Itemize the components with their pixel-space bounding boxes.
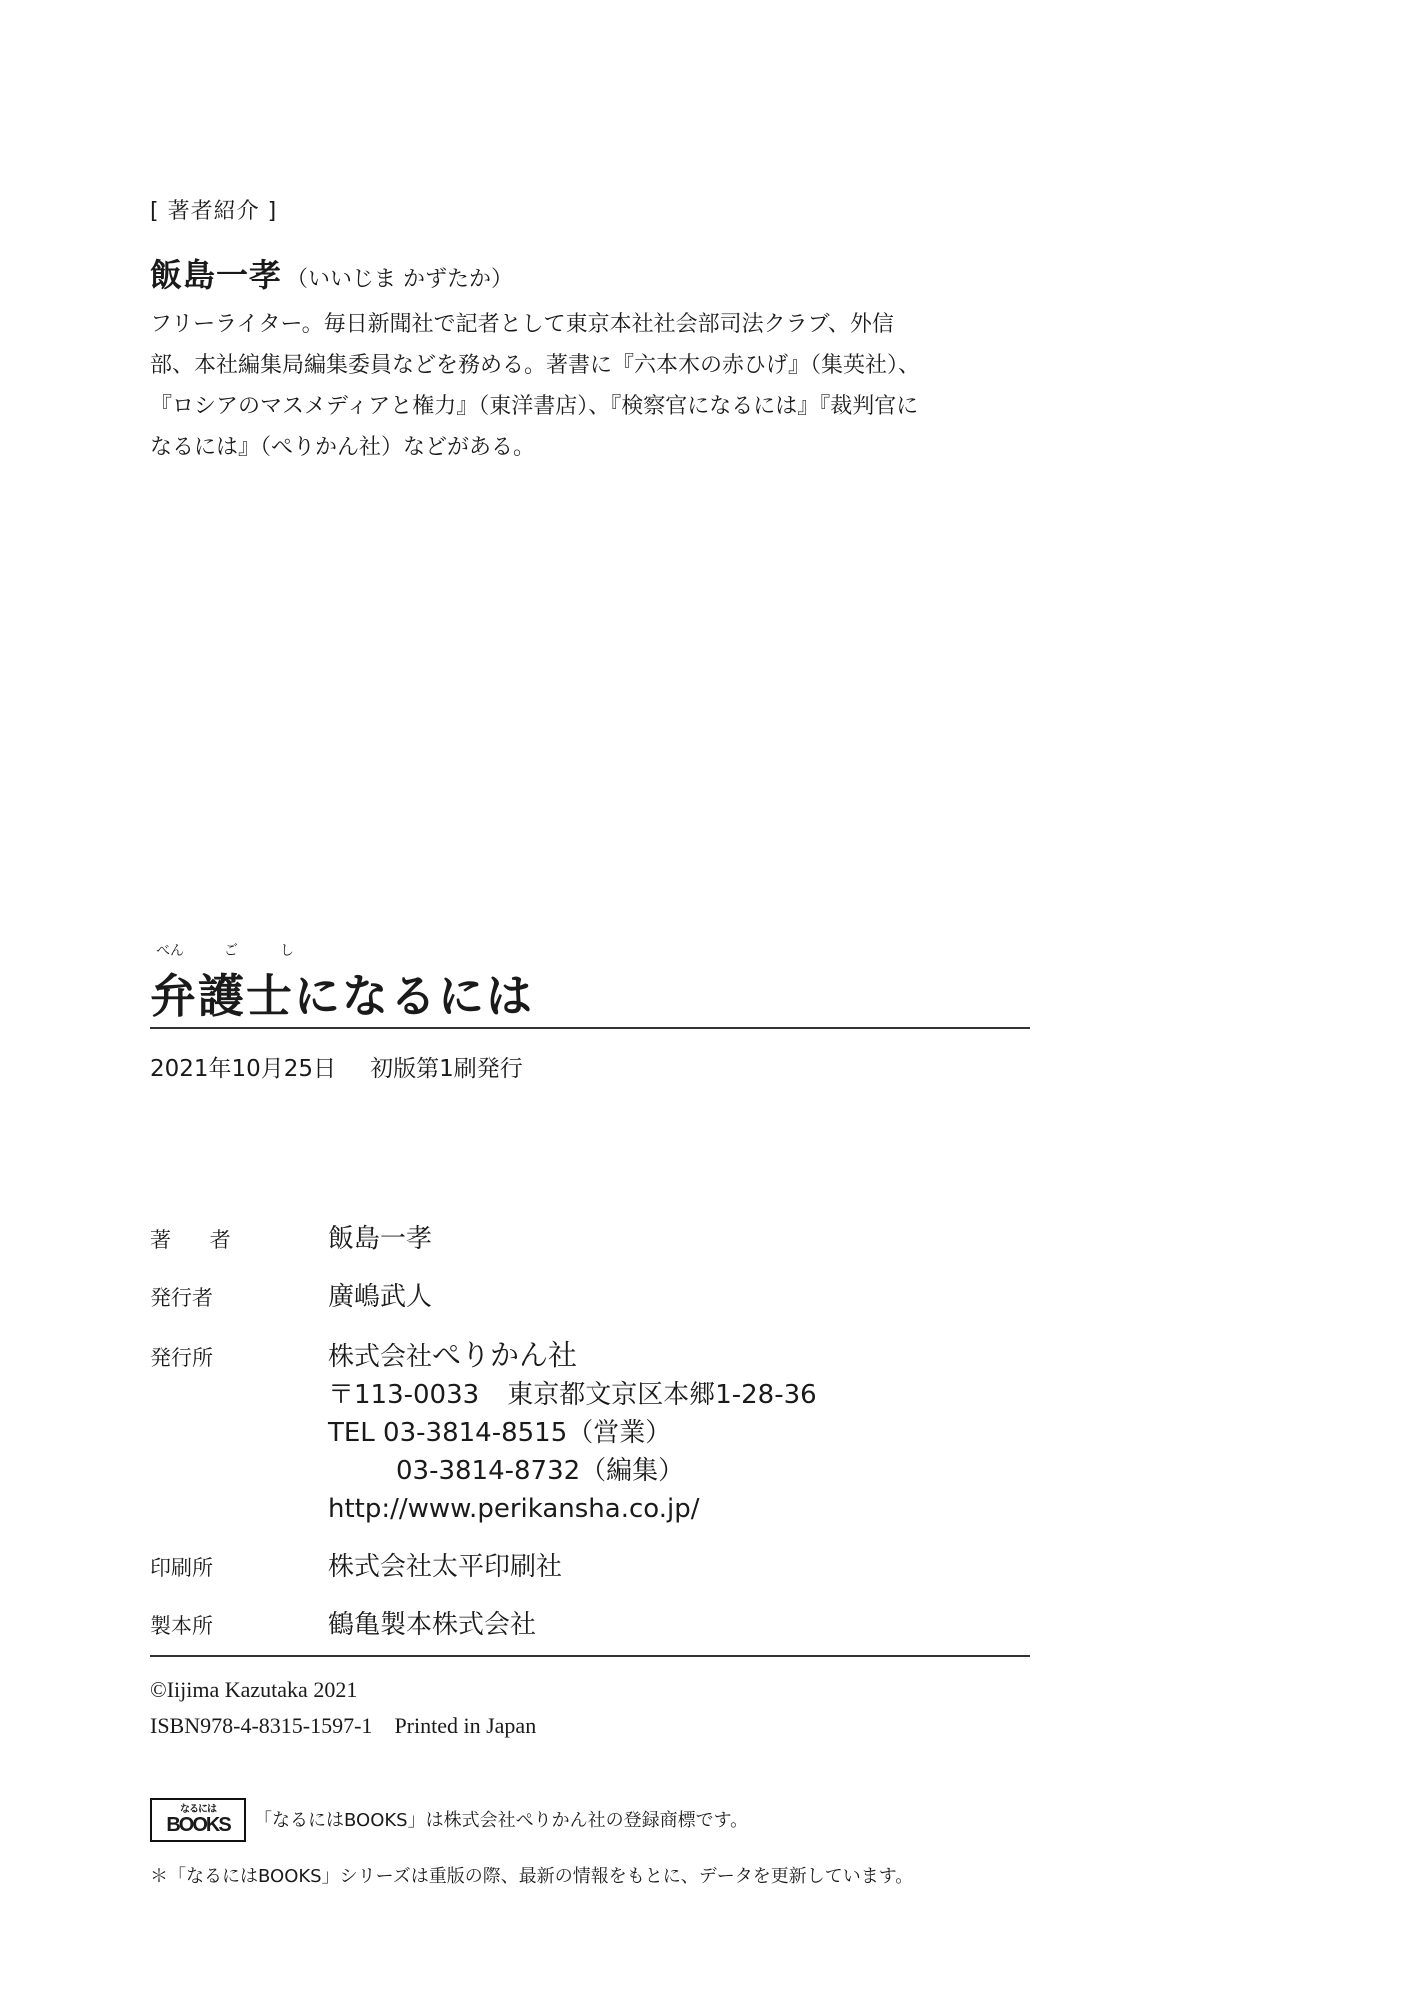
isbn: ISBN978-4-8315-1597-1 bbox=[150, 1713, 373, 1738]
bio-line: 『ロシアのマスメディアと権力』（東洋書店）、『検察官になるには』『裁判官に bbox=[150, 394, 919, 419]
book-title: 弁護士になるには bbox=[150, 969, 534, 1023]
website-link[interactable]: http://www.perikansha.co.jp/ bbox=[328, 1494, 700, 1524]
publication-date bbox=[150, 1050, 523, 1083]
binder-label: 製本所 bbox=[150, 1614, 213, 1638]
update-note: ＊「なるにはBOOKS」シリーズは重版の際、最新の情報をもとに、データを更新しています。 bbox=[150, 1866, 914, 1887]
tel-sales: TEL 03-3814-8515（営業） bbox=[328, 1418, 672, 1448]
colophon-row-binder bbox=[150, 1606, 1030, 1644]
ruby-ben: べん bbox=[156, 943, 184, 959]
copyright-line: ©Iijima Kazutaka 2021 bbox=[150, 1677, 358, 1702]
copyright-block bbox=[150, 1672, 536, 1744]
tel-editorial: 03-3814-8732（編集） bbox=[396, 1456, 685, 1486]
colophon-row-printer bbox=[150, 1548, 1030, 1586]
author-label: 著 者 bbox=[150, 1228, 247, 1252]
author-name: 飯島一孝 bbox=[150, 256, 283, 294]
bio-line: 部、本社編集局編集委員などを務める。著書に『六本木の赤ひげ』（集英社）、 bbox=[150, 353, 921, 378]
date: 2021年10月25日 bbox=[150, 1056, 337, 1082]
author-value: 飯島一孝 bbox=[328, 1224, 433, 1254]
address-line bbox=[328, 1376, 817, 1414]
ruby-shi: し bbox=[280, 943, 294, 959]
logo-text-bottom: BOOKS bbox=[166, 1814, 230, 1836]
house-label: 発行所 bbox=[150, 1346, 213, 1370]
colophon bbox=[150, 1220, 1030, 1664]
author-line bbox=[150, 250, 513, 296]
printed-in: Printed in Japan bbox=[394, 1713, 537, 1738]
postal-code: 〒113-0033 bbox=[328, 1380, 480, 1410]
publisher-value: 廣嶋武人 bbox=[328, 1282, 433, 1312]
house-name: ぺりかん社 bbox=[432, 1338, 578, 1372]
author-bio bbox=[150, 304, 1020, 468]
isbn-line bbox=[150, 1708, 536, 1744]
binder-value: 鶴亀製本株式会社 bbox=[328, 1610, 537, 1640]
ruby-go: ご bbox=[224, 943, 238, 959]
publisher-label: 発行者 bbox=[150, 1286, 213, 1310]
colophon-row-publisher bbox=[150, 1278, 1030, 1316]
house-prefix: 株式会社 bbox=[328, 1342, 433, 1372]
printer-label: 印刷所 bbox=[150, 1556, 213, 1580]
trademark-notice: 「なるにはBOOKS」は株式会社ぺりかん社の登録商標です。 bbox=[254, 1810, 749, 1831]
narunihabooks-logo bbox=[150, 1798, 246, 1842]
address: 東京都文京区本郷1-28-36 bbox=[507, 1380, 817, 1410]
author-reading: （いいじま かずたか） bbox=[286, 267, 514, 292]
bio-line: フリーライター。毎日新聞社で記者として東京本社社会部司法クラブ、外信 bbox=[150, 312, 894, 337]
colophon-rule bbox=[150, 1655, 1030, 1657]
logo-text-top: なるには bbox=[180, 1804, 216, 1815]
bio-line: なるには』（ぺりかん社）などがある。 bbox=[150, 435, 536, 460]
colophon-row-house bbox=[150, 1336, 1030, 1528]
house-name-line bbox=[328, 1336, 817, 1376]
colophon-row-author bbox=[150, 1220, 1030, 1258]
edition: 初版第1刷発行 bbox=[370, 1056, 523, 1082]
printer-value: 株式会社太平印刷社 bbox=[328, 1552, 563, 1582]
title-rule bbox=[150, 1027, 1030, 1029]
intro-heading: [ 著者紹介 ] bbox=[150, 199, 278, 224]
